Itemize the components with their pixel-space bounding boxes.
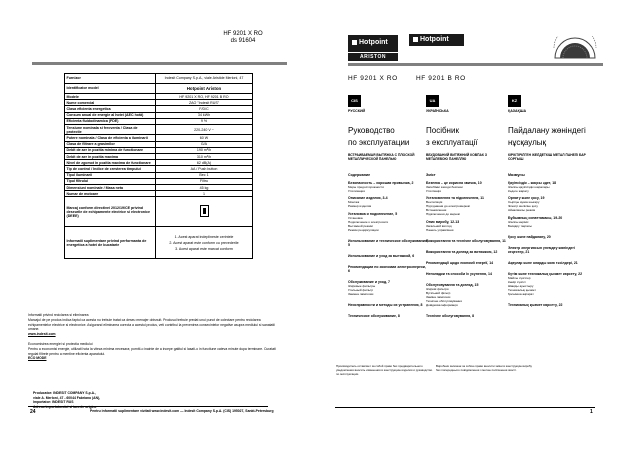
hotpoint-logo: Hotpoint bbox=[409, 34, 464, 46]
spec-value: 1 bbox=[156, 191, 253, 197]
toc-item: Технічне обслуговування bbox=[426, 298, 462, 303]
page-number: 24 bbox=[30, 409, 36, 415]
table-of-contents bbox=[348, 173, 428, 318]
spec-key: Eficienta fluidodinamica (FDE) bbox=[65, 118, 156, 124]
manual-title bbox=[508, 125, 598, 149]
right-page bbox=[318, 0, 636, 449]
spec-key: Consum anual de energie al hotei (AEC hotă) bbox=[65, 112, 156, 118]
certification-badge-icon bbox=[552, 36, 598, 60]
spec-value: G/A bbox=[156, 141, 253, 147]
language-name: УКРАЇНСЬКА bbox=[426, 109, 449, 113]
note-link[interactable]: www.indesit.com bbox=[28, 332, 56, 337]
disclaimer-note: Производитель оставляет за собой право без предварительного уведомления вносить изменения в конструкцию изделия и руководство по эксплуатации. bbox=[336, 364, 433, 376]
manual-title-line: Пайдалану жөніндегі bbox=[508, 126, 586, 135]
document-code bbox=[218, 31, 268, 45]
manual-title-line: Руководство bbox=[348, 126, 395, 135]
footer-rule bbox=[28, 406, 268, 407]
note-title: Informatii privind reciclarea si eliminarea bbox=[28, 313, 89, 317]
toc-section: Электр энергиясын үнемдеу жөніндегі кеңестер, 21 bbox=[508, 245, 575, 254]
toc-item: Жировые фильтры bbox=[348, 283, 376, 288]
manual-title-line: нұсқаулық bbox=[508, 138, 547, 147]
table-row bbox=[65, 74, 253, 84]
spec-value: HF 9201 X RO, HF 9201 B RO bbox=[156, 94, 253, 100]
toc-item: Меры предосторожности bbox=[348, 184, 384, 189]
toc-section: Використання та технічне обслуговування, 11 bbox=[426, 238, 506, 243]
spec-value-line: 1. Acest aparat indeplineste cerintele bbox=[174, 234, 234, 239]
spec-value-line: 2. Acest aparat este conform cu prevederile bbox=[169, 240, 239, 245]
manual-title bbox=[426, 125, 516, 149]
model-b: HF 9201 B RO bbox=[416, 75, 466, 82]
toc-item: Загальний вигляд bbox=[426, 223, 452, 228]
toc-item: Режим рециркуляции bbox=[348, 227, 379, 232]
hotpoint-ariston-logo: Hotpoint ARISTON bbox=[348, 35, 398, 61]
toc-section: Неисправности и методы их устранения, 8 bbox=[348, 302, 423, 307]
toc-section: Орнату және қосу, 19 bbox=[508, 196, 545, 200]
wee-bin-icon bbox=[200, 205, 209, 217]
toc-section: Опис виробу, 12-13 bbox=[426, 219, 460, 224]
toc-section: Описание изделия, 3-4 bbox=[348, 196, 388, 200]
toc-section: Установка и подключение, 5 bbox=[348, 211, 398, 216]
ariston-label: ARISTON bbox=[348, 52, 398, 60]
toc-item: Запобіжні заходи безпеки bbox=[426, 184, 463, 189]
toc-section: Рекомендации по экономии электроэнергии, 6 bbox=[348, 264, 426, 273]
spec-key: Clasa eficienta energetica bbox=[65, 106, 156, 112]
spec-key: Debit de aer in pozitia minima de functionare bbox=[65, 147, 156, 153]
language-badge: KZ bbox=[508, 95, 521, 107]
table-row bbox=[65, 197, 253, 227]
spec-value: 60 W bbox=[156, 135, 253, 141]
model-x: HF 9201 X RO bbox=[348, 75, 398, 82]
disclaimer-note: Виробник залишає за собою право вносити зміни в конструкцію виробу без попереднього повідомлення з метою поліпшення якості. bbox=[436, 364, 532, 372]
toc-item: Қосымша ақпарат bbox=[508, 291, 534, 296]
spec-key: Numar de motoare bbox=[65, 191, 156, 197]
toc-item: Жалпы қауіпсіздік шаралары bbox=[508, 184, 550, 189]
spec-key: Debit de aer in pozitia maxima bbox=[65, 154, 156, 160]
toc-item: Кәдеге жарату bbox=[508, 188, 529, 193]
toc-item: Монтаж bbox=[348, 200, 360, 204]
spec-key: Nume comercial bbox=[65, 100, 156, 106]
spec-value: Hotpoint Ariston bbox=[156, 84, 253, 94]
notes-section bbox=[28, 313, 278, 361]
toc-item: Подключение к электросети bbox=[348, 219, 389, 224]
toc-item: Утилізація bbox=[426, 188, 441, 193]
manufacturer-line: viale A. Merloni, 47 - 60044 Fabriano (AN), bbox=[33, 395, 101, 400]
spec-value: 220-240 V ~ bbox=[156, 125, 253, 135]
manufacturer-line: Producator: INDESIT COMPANY S.p.A., bbox=[33, 391, 96, 395]
spec-key: Informatii suplimentare privind performanta de energetica a hotei de bucatarie bbox=[65, 227, 156, 259]
spec-key: Identificator model bbox=[65, 84, 156, 94]
brand-square-icon bbox=[413, 37, 418, 42]
toc-item: Вугільний фільтр bbox=[426, 290, 451, 295]
toc-item: Сыртқы ауаға шығару bbox=[508, 200, 540, 204]
toc-section: Техникалық қызмет көрсету, 22 bbox=[508, 302, 563, 307]
toc-section: Күтім және техникалық қызмет көрсету, 22 bbox=[508, 271, 583, 276]
manual-title-line: по эксплуатации bbox=[348, 138, 410, 147]
table-of-contents bbox=[426, 173, 506, 318]
spec-value: Indesit Company S.p.A., viale Aristide Merloni, 47 bbox=[156, 74, 253, 84]
toc-section: Ақаулар және оларды жою тәсілдері, 21 bbox=[508, 260, 578, 265]
toc-section: Использование и уход за вытяжкой, 6 bbox=[348, 253, 415, 258]
spec-key: Tensiune nominala si frecventa / Clasa de protectie bbox=[65, 125, 156, 135]
toc-item: Встановлення bbox=[426, 208, 447, 212]
spec-key: Marcaj conform directivei 2012/19/CE privind deseurile de echipamente electrice si electronice (DEEE) bbox=[65, 197, 156, 227]
spec-value: Filtru bbox=[156, 178, 253, 184]
spec-key: Tipul filtrului bbox=[65, 178, 156, 184]
toc-item: Підключення до мережі bbox=[426, 212, 460, 216]
spec-value bbox=[156, 197, 253, 227]
spec-key: Clasa de filtrare a grasimilor bbox=[65, 141, 156, 147]
toc-item: Заміна лампочки bbox=[426, 294, 451, 299]
toc-item: Көмір сүзгісі bbox=[508, 279, 526, 284]
toc-item: Вытяжной режим bbox=[348, 223, 373, 228]
spec-value: 190 m³/h bbox=[156, 147, 253, 153]
manual-title bbox=[348, 125, 438, 149]
page-number: 1 bbox=[590, 409, 593, 415]
language-badge: UA bbox=[426, 95, 439, 107]
toc-item: Басқару тақтасы bbox=[508, 223, 532, 228]
toc-section: Қосу және пайдалану, 20 bbox=[508, 234, 551, 239]
spec-value: Bec 1 bbox=[156, 172, 253, 178]
footer-text: Pentru informatii suplimentare vizitati www.indesit.com — Indesit Company S.p.A. (CIS) 195027, Sankt-Petersburg bbox=[90, 409, 274, 413]
spec-value: 62 dB(A) bbox=[156, 160, 253, 166]
spec-key: Tip de control / Indice de cresterea timpului bbox=[65, 166, 156, 172]
spec-key: Nivel de zgomot in pozitia maxima de functionare bbox=[65, 160, 156, 166]
spec-key: Tipul iluminarii bbox=[65, 172, 156, 178]
product-subtitle: КІРІКТІРІЛГЕН ЖЕЛДЕТКІШ МЕТАЛ ПАНЕЛІ БАР СОРҒЫШ bbox=[508, 153, 586, 162]
toc-section: Технічне обслуговування, 8 bbox=[426, 313, 475, 318]
header-bar bbox=[348, 63, 603, 66]
header-bar bbox=[32, 62, 287, 65]
product-subtitle: ВСТРАИВАЕМАЯ ВЫТЯЖКА С ПЛОСКОЙ МЕТАЛЛИЧЕСКОЙ ПАНЕЛЬЮ bbox=[348, 153, 415, 162]
model-code: HF 9201 X RO bbox=[223, 31, 263, 37]
language-name: РУССКИЙ bbox=[348, 109, 366, 113]
toc-section: Безопасность – хорошая привычка, 2 bbox=[348, 180, 414, 185]
toc-section: Бұйымның сипаттамасы, 19-20 bbox=[508, 215, 563, 220]
toc-item: Під'єднання до електромережі bbox=[426, 204, 470, 208]
doc-number: ds 91604 bbox=[230, 38, 256, 44]
toc-section: Обслуговування та догляд, 15 bbox=[426, 282, 479, 287]
toc-heading: Содержание bbox=[348, 173, 371, 177]
manual-title-line: Посібник bbox=[426, 126, 459, 135]
toc-item: Шамды ауыстыру bbox=[508, 283, 534, 288]
table-row bbox=[65, 227, 253, 259]
spec-value: 45 kg bbox=[156, 185, 253, 191]
product-subtitle: ВБУДОВАНИЙ ВИТЯЖНИЙ КОВПАК З МЕТАЛЕВОЮ ПАНЕЛЛЮ bbox=[426, 153, 487, 162]
toc-item: Утилизация bbox=[348, 188, 365, 193]
toc-item: Жалпы көрініс bbox=[508, 219, 529, 224]
spec-value: 310 m³/h bbox=[156, 154, 253, 160]
toc-section: Рекомендації щодо економії енергії, 14 bbox=[426, 260, 494, 265]
footer-rule bbox=[335, 407, 595, 408]
toc-section: Використання та догляд за витяжкою, 12 bbox=[426, 249, 498, 254]
toc-item: Майлы сүзгілер bbox=[508, 275, 531, 280]
table-of-contents bbox=[508, 173, 588, 307]
spec-key: Putere nominala / Clasa de eficienta a iluminarii bbox=[65, 135, 156, 141]
spec-key: Dimensiuni nominale / Masa neta bbox=[65, 185, 156, 191]
toc-item: Айналмалы режим bbox=[508, 208, 536, 212]
note-text: Marcajul de pe produs indica faptul ca acesta nu trebuie tratat ca deseu menajer obisnuit. Produsul trebuie predat unui punct de colectare pentru reciclarea echipamentelor electrice si electronice. Asigurand eliminarea corecta a acestui produs, veti contribui la prevenirea consecintelor negative asupra mediului si sanatatii umane. bbox=[28, 317, 275, 332]
spec-value-line: 3. Acest aparat este marcat conform bbox=[175, 247, 233, 252]
toc-section: Неполадки та способи їх усунення, 14 bbox=[426, 271, 492, 276]
toc-section: Использование и техническое обслуживание, 5 bbox=[348, 238, 428, 247]
product-spec-table bbox=[64, 73, 253, 259]
table-row bbox=[65, 84, 253, 94]
toc-heading: Мазмұны bbox=[508, 173, 525, 177]
toc-item: Электр желісіне қосу bbox=[508, 204, 538, 208]
brand-square-icon bbox=[352, 40, 357, 45]
spec-value: ZAO "Indesit RUS" bbox=[156, 100, 253, 106]
toc-item: Замена лампочки bbox=[348, 291, 374, 296]
toc-item: Размер изделия bbox=[348, 204, 372, 208]
toc-item: Угольный фильтр bbox=[348, 287, 374, 292]
note-text: Pentru a economisi energie, utilizati hota la viteza minima necesara; porniti-o inainte de a incepe gatitul si lasati-o in functiune cateva minute dupa terminare. Curatati regulat filtrele pentru a mentine eficienta aparatului. bbox=[28, 346, 276, 356]
toc-item: Панель управління bbox=[426, 227, 454, 232]
language-name: ҚАЗАҚША bbox=[508, 109, 527, 113]
toc-item: Установка bbox=[348, 215, 363, 220]
toc-section: Обслуживание и уход, 7 bbox=[348, 279, 390, 284]
manual-title-line: з експлуатації bbox=[426, 138, 478, 147]
language-badge: CIS bbox=[348, 95, 361, 107]
toc-section: Техническое обслуживание, 8 bbox=[348, 313, 400, 318]
toc-item: Техникалық қызмет bbox=[508, 287, 536, 292]
manufacturer-line: Importator: INDESIT RUS bbox=[33, 400, 74, 404]
toc-item: Жирові фільтри bbox=[426, 286, 449, 291]
table-row bbox=[65, 125, 253, 135]
toc-section: Безпека – це корисна звичка, 10 bbox=[426, 180, 482, 185]
note-title: Economisirea energiei si protectia mediului bbox=[28, 341, 93, 346]
spec-value: F/D/C bbox=[156, 106, 253, 112]
spec-value: AA / Push button bbox=[156, 166, 253, 172]
toc-item: Довідкова інформація bbox=[426, 302, 458, 307]
spec-value: 9 % bbox=[156, 118, 253, 124]
toc-heading: Зміст bbox=[426, 173, 436, 177]
toc-section: Қауіпсіздік – жақсы әдет, 18 bbox=[508, 180, 557, 185]
toc-item: Вентиляція bbox=[426, 200, 443, 204]
toc-section: Установлення та підключення, 11 bbox=[426, 196, 484, 200]
spec-value bbox=[156, 227, 253, 259]
spec-key: Modele bbox=[65, 94, 156, 100]
note-link[interactable]: ECO MODE bbox=[28, 356, 47, 361]
spec-key: Furnizor bbox=[65, 74, 156, 84]
spec-value: 34 kWh bbox=[156, 112, 253, 118]
